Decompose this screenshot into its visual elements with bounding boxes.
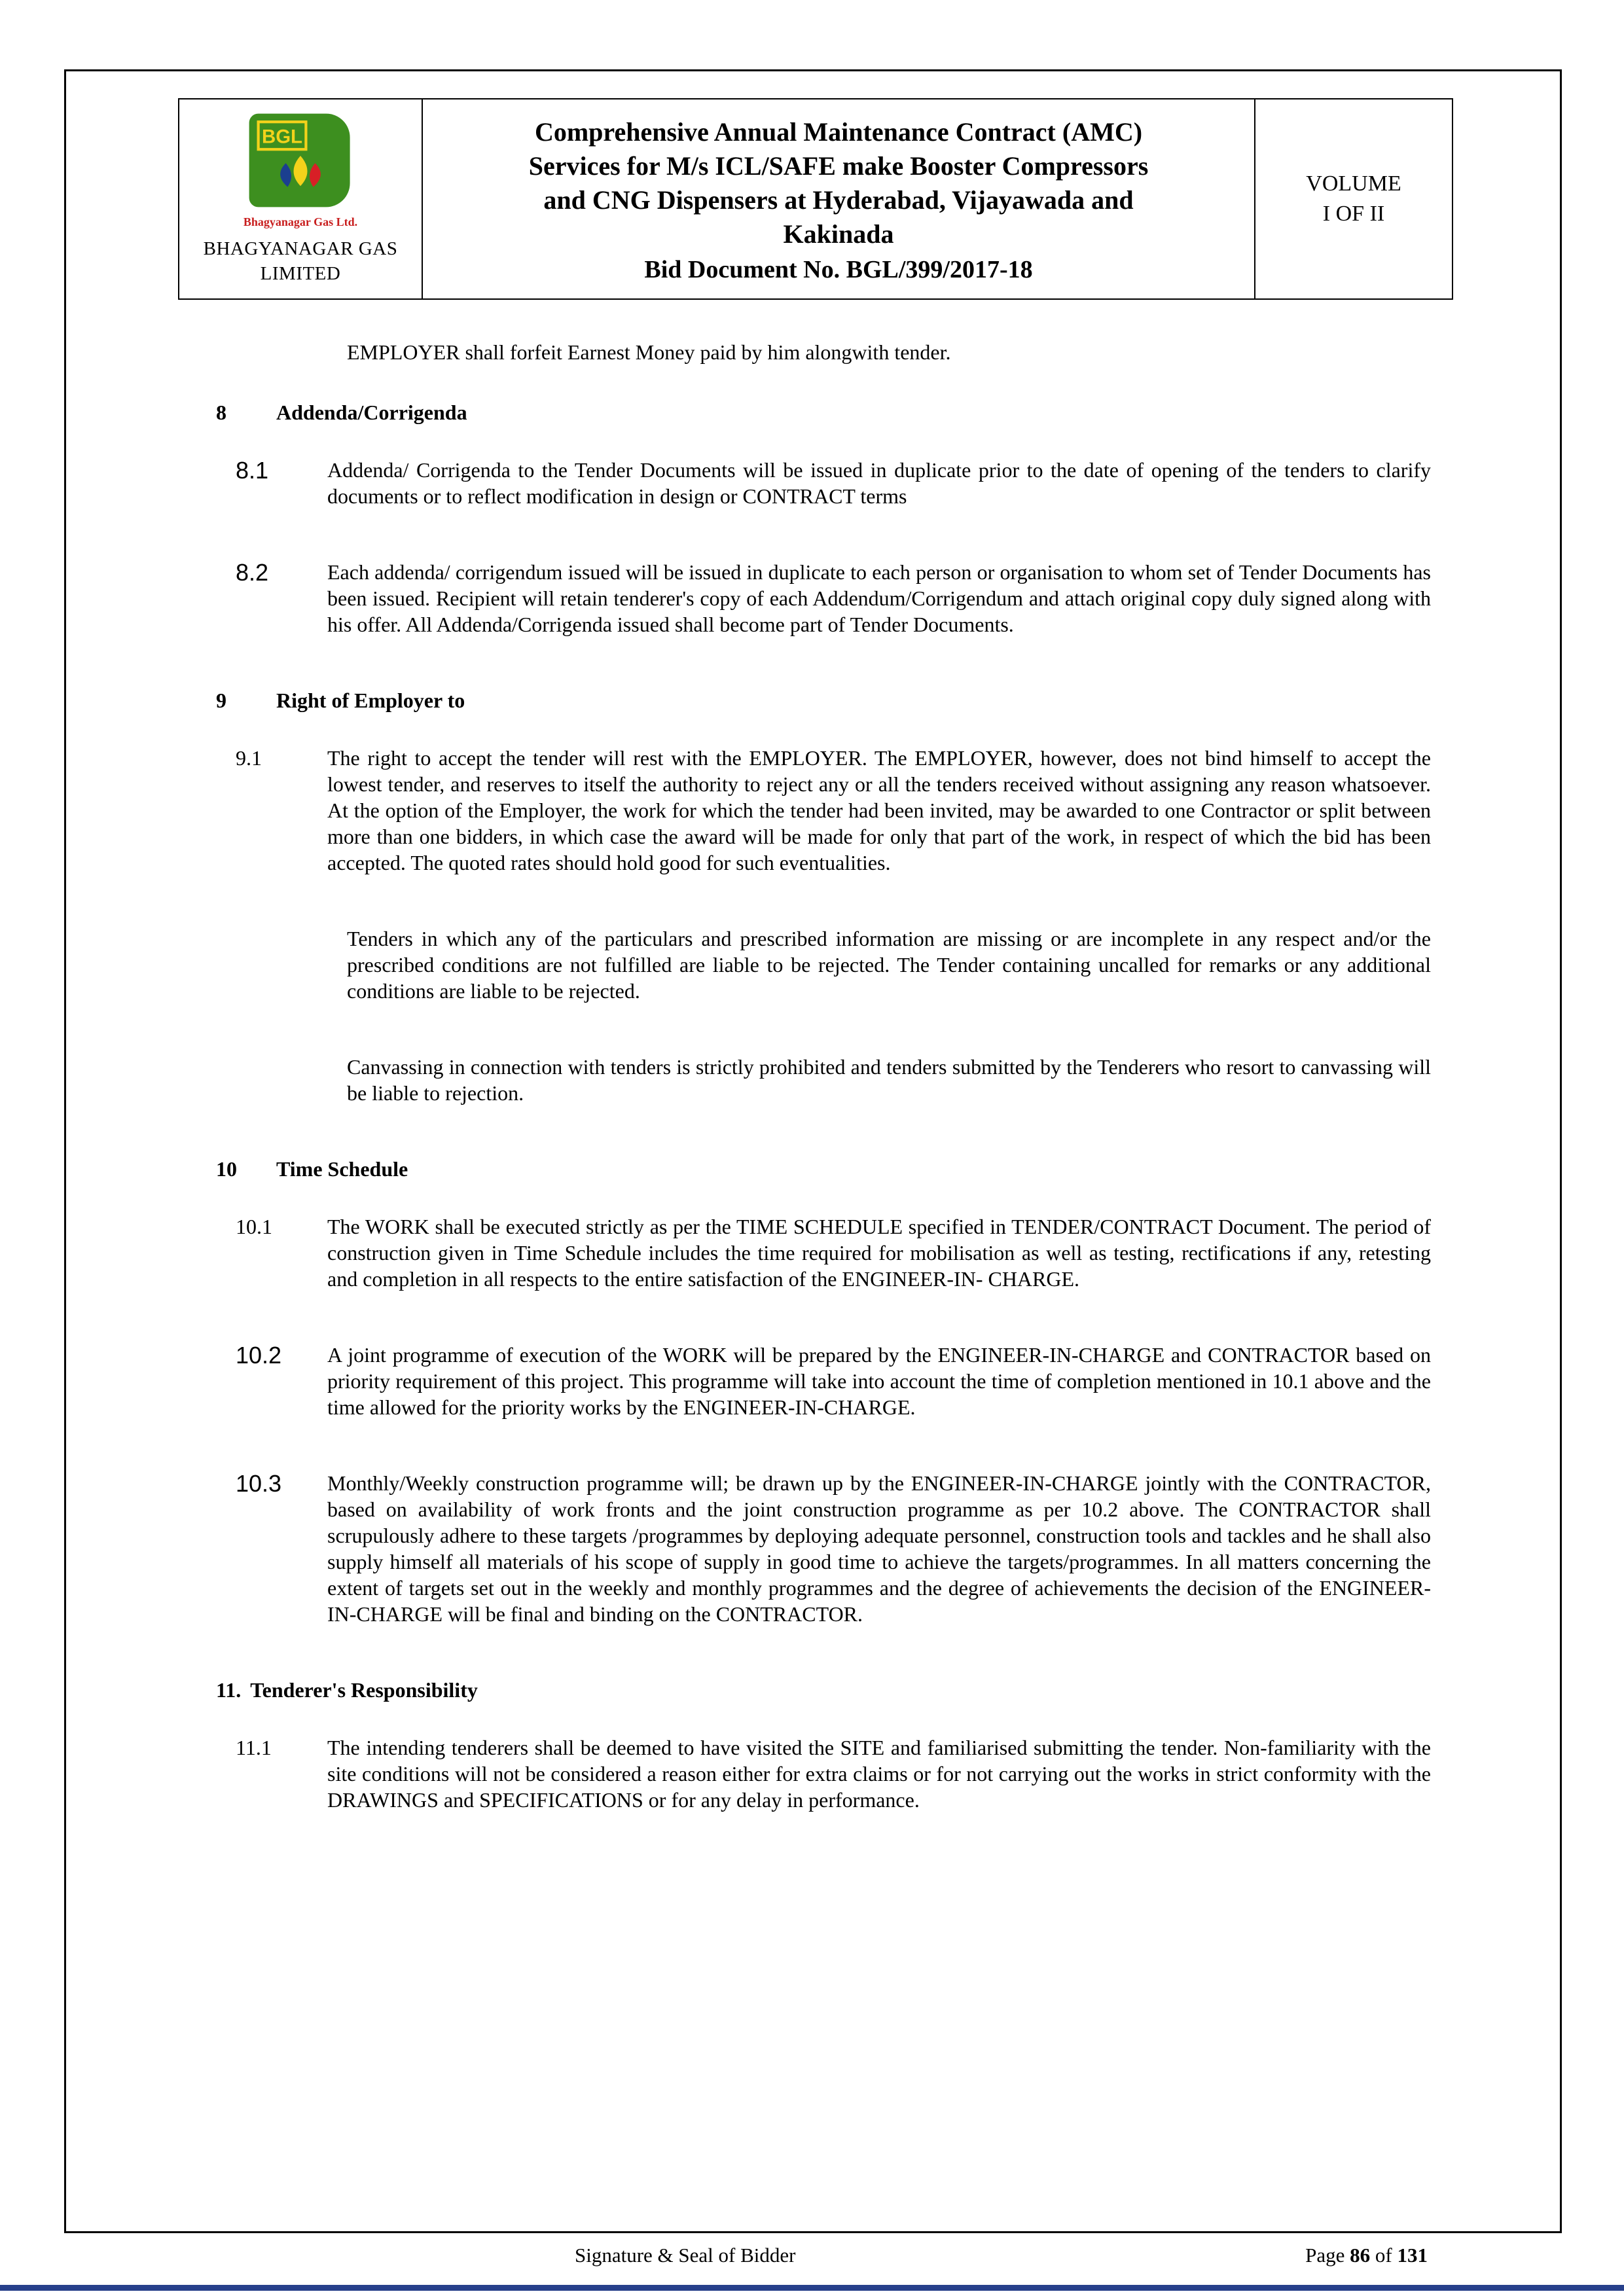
section-heading-8 <box>216 399 1431 425</box>
clause-text: Addenda/ Corrigenda to the Tender Documents will be issued in duplicate prior to the date of opening of the tenders to clarify documents or to reflect modification in design or CONTRACT terms <box>327 458 1431 508</box>
document-body <box>216 339 1431 1863</box>
header-title-cell <box>423 99 1255 298</box>
paragraph-tenders-rejection: Tenders in which any of the particulars and prescribed information are missing or are incomplete in any respect and/or the prescribed conditions are not fulfilled are liable to be rejected. The Tender containing uncalled for remarks or any additional conditions are liable to be rejected. <box>347 927 1431 1003</box>
logo-tagline: Bhagyanagar Gas Ltd. <box>243 215 358 228</box>
paragraph-continuation: EMPLOYER shall forfeit Earnest Money paid by him alongwith tender. <box>347 340 951 364</box>
clause-text: The intending tenderers shall be deemed to have visited the SITE and familiarised submitting the tender. Non-familiarity with the site conditions will not be considered a reason either for extra claims or for not carrying out the works in strict conformity with the DRAWINGS and SPECIFICATIONS or for any delay in performance. <box>327 1736 1431 1812</box>
clause-number: 10.3 <box>236 1470 282 1497</box>
page-number <box>1305 2244 1428 2267</box>
page-current: 86 <box>1350 2244 1371 2267</box>
section-heading-9 <box>216 687 1431 713</box>
section-title: Right of Employer to <box>276 689 465 712</box>
section-heading-10 <box>216 1156 1431 1182</box>
document-title-line: Kakinada <box>783 219 894 249</box>
section-heading-11 <box>216 1677 1431 1703</box>
clause-8-1 <box>216 457 1431 509</box>
header-logo-cell <box>179 99 423 298</box>
clause-text: Monthly/Weekly construction programme will; be drawn up by the ENGINEER-IN-CHARGE jointly with the CONTRACTOR, based on availability of work fronts and the joint construction programme as per 10.2 above. The CONTRACTOR shall scrupulously adhere to these targets /programmes by deploying adequate personnel, construction tools and tackles and he shall also supply himself all materials of his scope of supply in good time to achieve the targets/programmes. In all matters concerning the extent of targets set out in the weekly and monthly programmes and the degree of achievements the decision of the ENGINEER-IN-CHARGE will be final and binding on the CONTRACTOR. <box>327 1471 1431 1626</box>
page-total: 131 <box>1397 2244 1428 2267</box>
clause-number: 10.1 <box>236 1215 272 1238</box>
company-name: BHAGYANAGAR GAS LIMITED <box>203 238 398 284</box>
section-title: Tenderer's Responsibility <box>250 1678 478 1702</box>
clause-9-1 <box>216 745 1431 876</box>
section-number: 11. <box>216 1678 242 1702</box>
signature-seal-label: Signature & Seal of Bidder <box>575 2244 796 2267</box>
volume-number: I OF II <box>1322 202 1385 226</box>
section-number: 10 <box>216 1157 237 1181</box>
volume-label: VOLUME <box>1306 171 1401 196</box>
clause-10-3 <box>216 1470 1431 1627</box>
bottom-accent-bar <box>0 2285 1624 2291</box>
section-title: Addenda/Corrigenda <box>276 401 467 424</box>
header-table <box>178 98 1453 300</box>
clause-10-2 <box>216 1342 1431 1420</box>
document-title-line: Services for M/s ICL/SAFE make Booster Compressors <box>528 151 1149 181</box>
clause-number: 10.2 <box>236 1342 282 1369</box>
bid-document-number: Bid Document No. BGL/399/2017-18 <box>644 256 1033 283</box>
clause-number: 8.2 <box>236 559 269 586</box>
clause-number: 8.1 <box>236 457 269 484</box>
clause-text: A joint programme of execution of the WORK will be prepared by the ENGINEER-IN-CHARGE and CONTRACTOR based on priority requirement of this project. This programme will take into account the time of completion mentioned in 10.1 above and the time allowed for the priority works by the ENGINEER-IN-CHARGE. <box>327 1343 1431 1419</box>
page-of-label: of <box>1375 2244 1392 2267</box>
clause-text: Each addenda/ corrigendum issued will be issued in duplicate to each person or organisation to whom set of Tender Documents has been issued. Recipient will retain tenderer's copy of each Addendum/Corrigendum and attach original copy duly signed along with his offer. All Addenda/Corrigenda issued shall become part of Tender Documents. <box>327 560 1431 636</box>
page-label: Page <box>1305 2244 1345 2267</box>
company-logo-icon <box>245 110 355 214</box>
clause-text: The right to accept the tender will rest with the EMPLOYER. The EMPLOYER, however, does not bind himself to accept the lowest tender, and reserves to itself the authority to reject any or all the tenders received without assigning any reason whatsoever. At the option of the Employer, the work for which the tender had been invited, may be awarded to one Contractor or split between more than one bidders, in which case the award will be made for only that part of the work, in respect of which the bid has been accepted. The quoted rates should hold good for such eventualities. <box>327 746 1431 874</box>
section-title: Time Schedule <box>276 1157 408 1181</box>
document-title-line: Comprehensive Annual Maintenance Contract (AMC) <box>534 117 1143 147</box>
header-volume-cell <box>1255 99 1452 298</box>
svg-text:BGL: BGL <box>261 126 303 148</box>
paragraph-canvassing: Canvassing in connection with tenders is strictly prohibited and tenders submitted by the Tenderers who resort to canvassing will be liable to rejection. <box>347 1055 1431 1105</box>
clause-8-2 <box>216 559 1431 637</box>
clause-10-1 <box>216 1213 1431 1292</box>
section-number: 8 <box>216 401 226 424</box>
clause-number: 11.1 <box>236 1736 272 1759</box>
section-number: 9 <box>216 689 226 712</box>
clause-11-1 <box>216 1734 1431 1813</box>
document-title-line: and CNG Dispensers at Hyderabad, Vijayawada and <box>543 185 1134 215</box>
clause-number: 9.1 <box>236 746 262 770</box>
clause-text: The WORK shall be executed strictly as per the TIME SCHEDULE specified in TENDER/CONTRACT Document. The period of construction given in Time Schedule includes the time required for mobilisation as well as testing, rectifications if any, retesting and completion in all respects to the entire satisfaction of the ENGINEER-IN- CHARGE. <box>327 1215 1431 1291</box>
